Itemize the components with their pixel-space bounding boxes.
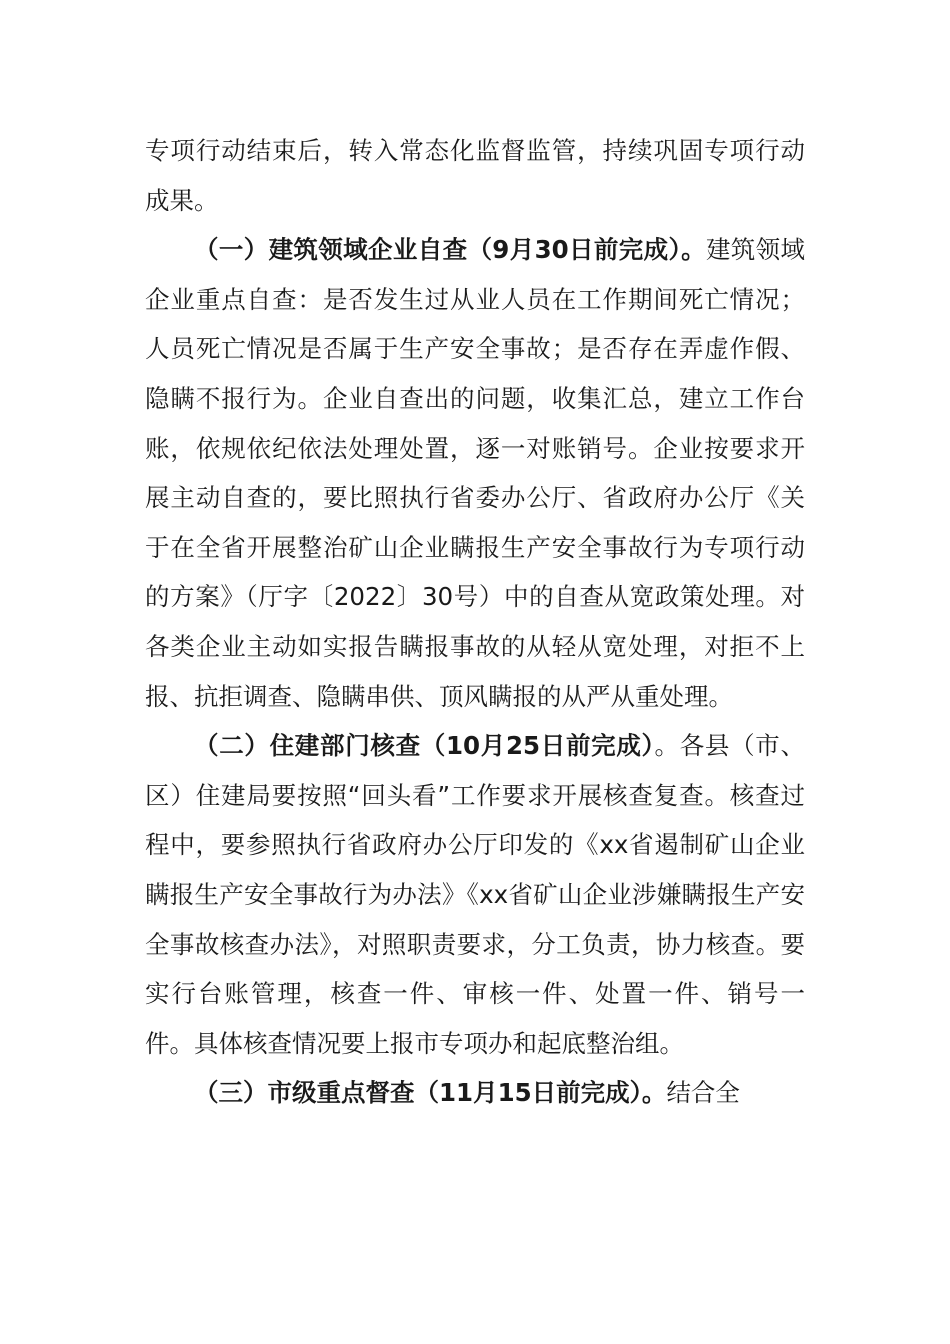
paragraph-section-1: [145, 225, 805, 721]
section-1-heading: （一）建筑领域企业自查（9月30日前完成）。: [194, 235, 706, 265]
document-body: [145, 126, 805, 1118]
section-3-heading: （三）市级重点督查（11月15日前完成）。: [194, 1078, 667, 1108]
section-2-text: 。各县（市、区）住建局要按照“回头看”工作要求开展核查复查。核查过程中，要参照执行省政府办公厅印发的《xx省遏制矿山企业瞒报生产安全事故行为办法》《xx省矿山企业涉嫌瞒报生产安全事故核查办法》，对照职责要求，分工负责，协力核查。要实行台账管理，核查一件、审核一件、处置一件、销号一件。具体核查情况要上报市专项办和起底整治组。: [145, 731, 806, 1058]
paragraph-intro-text: 专项行动结束后，转入常态化监督监管，持续巩固专项行动成果。: [145, 136, 805, 215]
section-1-text: 建筑领域企业重点自查：是否发生过从业人员在工作期间死亡情况；人员死亡情况是否属于生产安全事故；是否存在弄虚作假、隐瞒不报行为。企业自查出的问题，收集汇总，建立工作台账，依规依纪依法处理处置，逐一对账销号。企业按要求开展主动自查的，要比照执行省委办公厅、省政府办公厅《关于在全省开展整治矿山企业瞒报生产安全事故行为专项行动的方案》（厅字〔2022〕30号）中的自查从宽政策处理。对各类企业主动如实报告瞒报事故的从轻从宽处理，对拒不上报、抗拒调查、隐瞒串供、顶风瞒报的从严从重处理。: [145, 235, 806, 711]
paragraph-intro: [145, 126, 805, 225]
paragraph-section-3: [145, 1068, 805, 1118]
paragraph-section-2: [145, 721, 805, 1068]
section-3-text: 结合全: [666, 1078, 740, 1108]
section-2-heading: （二）住建部门核查（10月25日前完成）: [194, 731, 655, 761]
